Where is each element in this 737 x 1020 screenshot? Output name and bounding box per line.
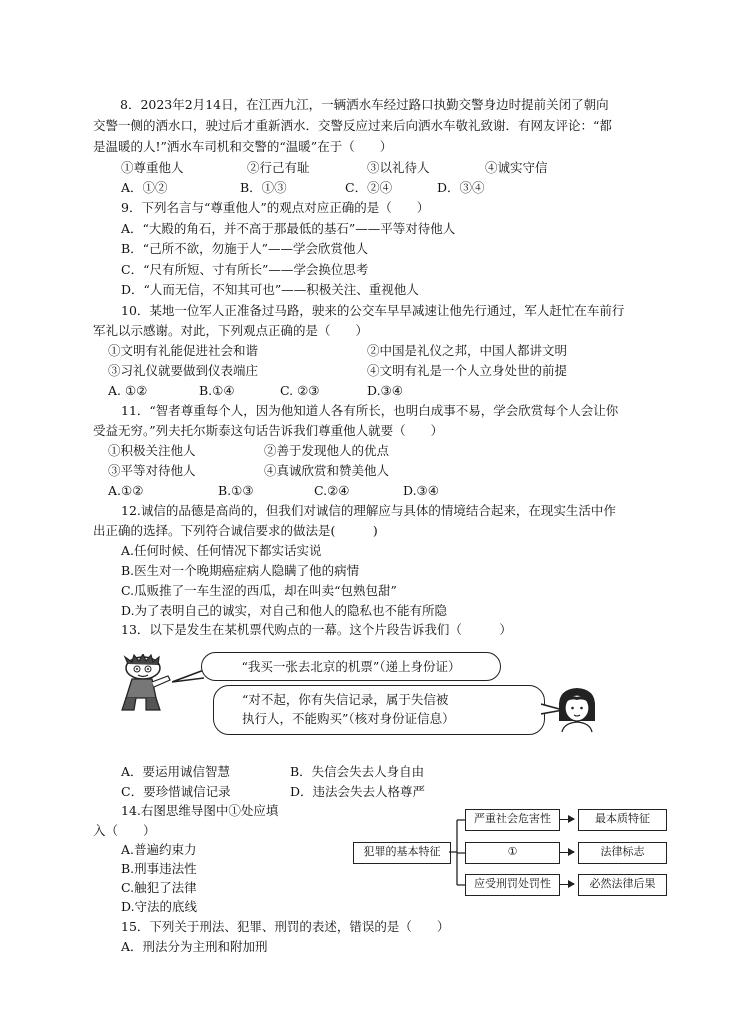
q8-option-d[interactable]: D．③④ — [437, 180, 485, 195]
q8-item-2: ②行己有耻 — [247, 160, 310, 175]
speech-bubble-clerk — [213, 685, 545, 735]
arrow-3 — [560, 884, 574, 885]
mindmap-root: 犯罪的基本特征 — [353, 842, 451, 864]
q11-option-a[interactable]: A.①② — [108, 483, 144, 498]
q12-option-c[interactable]: C.瓜贩推了一车生涩的西瓜，却在叫卖“包熟包甜” — [121, 583, 397, 598]
q12-line-1: 12.诚信的品德是高尚的，但我们对诚信的理解应与具体的情境结合起来，在现实生活中作 — [121, 503, 616, 518]
q10-option-c[interactable]: C. ②③ — [280, 383, 320, 398]
q11-option-c[interactable]: C.②④ — [314, 483, 350, 498]
q10-item-2: ②中国是礼仪之邦，中国人都讲文明 — [367, 343, 568, 358]
q8-item-4: ④诚实守信 — [485, 160, 548, 175]
q13-option-b[interactable]: B．失信会失去人身自由 — [290, 764, 425, 779]
q11-line-2: 受益无穷。”列夫托尔斯泰这句话告诉我们尊重他人就要（ ） — [93, 423, 444, 438]
speech-bubble-buyer — [201, 652, 501, 681]
q11-item-1: ①积极关注他人 — [108, 443, 196, 458]
q11-option-b[interactable]: B.①③ — [218, 483, 254, 498]
arrow-1 — [560, 819, 574, 820]
q13-option-d[interactable]: D．违法会失去人格尊严 — [290, 784, 426, 799]
q10-line-2: 军礼以示感谢。对此，下列观点正确的是（ ） — [93, 323, 369, 338]
q13-option-c[interactable]: C．要珍惜诚信记录 — [121, 784, 231, 799]
bubble1-text: “我买一张去北京的机票”（递上身份证） — [241, 659, 461, 674]
mindmap-right-1: 最本质特征 — [578, 809, 667, 831]
q9-option-b[interactable]: B．“己所不欲，勿施于人”——学会欣赏他人 — [121, 241, 368, 256]
q13-stem: 13．以下是发生在某机票代购点的一幕。这个片段告诉我们（ ） — [121, 622, 512, 637]
q12-option-a[interactable]: A.任何时候、任何情况下都实话实说 — [121, 543, 322, 558]
q8-option-c[interactable]: C．②④ — [345, 180, 393, 195]
q10-option-a[interactable]: A. ①② — [108, 383, 148, 398]
q8-line-3: 是温暖的人!”洒水车司机和交警的“温暖”在于（ ） — [93, 139, 393, 154]
bubble1-tail — [172, 664, 204, 686]
mindmap-mid-1: 严重社会危害性 — [465, 809, 560, 831]
q12-option-b[interactable]: B.医生对一个晚期癌症病人隐瞒了他的病情 — [121, 563, 360, 578]
buyer-figure-illustration — [116, 654, 176, 714]
q8-line-2: 交警一侧的洒水口，驶过后才重新洒水．交警反应过来后向洒水车敬礼致谢．有网友评论：“都 — [93, 118, 612, 133]
q14-option-d[interactable]: D.守法的底线 — [121, 899, 198, 914]
q8-option-a[interactable]: A．①② — [121, 180, 168, 195]
q11-line-1: 11．“智者尊重每个人，因为他知道人各有所长，也明白成事不易，学会欣赏每个人会让你 — [121, 403, 619, 418]
q10-item-1: ①文明有礼能促进社会和谐 — [108, 343, 259, 358]
q11-item-2: ②善于发现他人的优点 — [264, 443, 390, 458]
q8-line-1: 8．2023年2月14日，在江西九江，一辆洒水车经过路口执勤交警身边时提前关闭了朝向 — [120, 97, 609, 112]
q11-item-4: ④真诚欣赏和赞美他人 — [264, 463, 390, 478]
q15-stem: 15．下列关于刑法、犯罪、刑罚的表述，错误的是（ ） — [121, 919, 450, 934]
q15-option-a[interactable]: A．刑法分为主刑和附加刑 — [121, 939, 268, 954]
q14-stem-1: 14.右图思维导图中①处应填 — [121, 803, 279, 818]
q10-item-3: ③习礼仪就要做到仪表端庄 — [108, 363, 259, 378]
mindmap-mid-2-blank: ① — [465, 842, 560, 864]
q11-option-d[interactable]: D.③④ — [403, 483, 439, 498]
q9-option-c[interactable]: C．“尺有所短、寸有所长”——学会换位思考 — [121, 262, 369, 277]
q13-option-a[interactable]: A．要运用诚信智慧 — [121, 764, 231, 779]
mindmap-bracket — [449, 810, 465, 896]
q14-option-b[interactable]: B.刑事违法性 — [121, 861, 197, 876]
mindmap-right-3: 必然法律后果 — [578, 874, 667, 896]
arrow-2 — [560, 852, 574, 853]
mindmap-mid-3: 应受刑罚处罚性 — [465, 874, 560, 896]
q14-stem-2: 入（ ） — [93, 823, 156, 838]
q8-option-b[interactable]: B．①③ — [240, 180, 287, 195]
q10-option-b[interactable]: B.①④ — [199, 383, 235, 398]
q9-stem: 9．下列名言与“尊重他人”的观点对应正确的是（ ） — [121, 200, 430, 215]
q11-item-3: ③平等对待他人 — [108, 463, 196, 478]
q14-option-c[interactable]: C.触犯了法律 — [121, 880, 197, 895]
q10-line-1: 10．某地一位军人正准备过马路，驶来的公交车早早减速让他先行通过，军人赶忙在车前行 — [121, 303, 625, 318]
q9-option-a[interactable]: A．“大殿的角石，并不高于那最低的基石”——平等对待他人 — [121, 221, 456, 236]
clerk-figure-illustration — [554, 685, 600, 733]
q14-option-a[interactable]: A.普遍约束力 — [121, 842, 197, 857]
bubble2-line-1: “对不起，你有失信记录，属于失信被 — [242, 692, 449, 707]
q12-line-2: 出正确的选择。下列符合诚信要求的做法是( ) — [93, 523, 378, 538]
q8-item-1: ①尊重他人 — [121, 160, 184, 175]
q10-item-4: ④文明有礼是一个人立身处世的前提 — [367, 363, 568, 378]
q8-item-3: ③以礼待人 — [367, 160, 430, 175]
bubble2-line-2: 执行人，不能购买”（核对身份证信息） — [242, 711, 455, 726]
q10-option-d[interactable]: D.③④ — [367, 383, 403, 398]
mindmap-right-2: 法律标志 — [578, 842, 667, 864]
q9-option-d[interactable]: D．“人而无信，不知其可也”——积极关注、重视他人 — [121, 282, 419, 297]
q12-option-d[interactable]: D.为了表明自己的诚实，对自己和他人的隐私也不能有所隐 — [121, 603, 448, 618]
